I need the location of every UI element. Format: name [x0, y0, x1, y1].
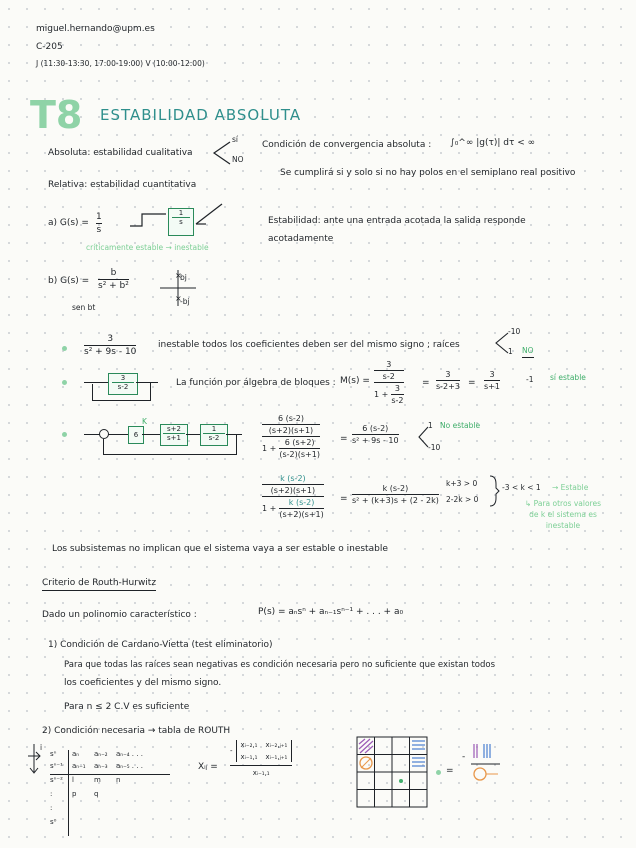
example-a-note: críticamente estable → inestable	[86, 243, 209, 252]
convergence-label: Condición de convergencia absoluta :	[262, 140, 432, 150]
subsystems-statement: Los subsistemas no implican que el sistema vaya a ser estable o inestable	[52, 544, 388, 554]
feedback-line	[92, 400, 151, 401]
polynomial-formula: P(s) = aₙsⁿ + aₙ₋₁sⁿ⁻¹ + . . . + a₀	[258, 607, 404, 617]
bullet-dot	[62, 432, 67, 437]
example2-step2: 3 s-2+3	[436, 370, 460, 391]
example3-verdict: No estable	[440, 421, 481, 430]
condition2-title: 2) Condición necesaria → tabla de ROUTH	[42, 726, 231, 736]
pole-plot-icon	[158, 268, 198, 308]
step-input-icon	[128, 210, 168, 230]
example3-rootA: 1	[428, 421, 433, 430]
condition-1: k+3 > 0	[446, 479, 478, 488]
k-range: -3 < k < 1	[502, 483, 541, 492]
bullet-dot	[62, 380, 67, 385]
condition1-text-2: los coeficientes y del mismo signo.	[64, 678, 222, 688]
xij-label: Xᵢⱼ =	[198, 762, 218, 772]
polynomial-label: Dado un polinomio característico :	[42, 610, 197, 620]
example-a-fraction: 1 s	[96, 212, 102, 235]
example1-text: inestable todos los coeficientes deben ser del mismo signo ; raíces	[158, 340, 460, 350]
convergence-note: Se cumplirá si y solo si no hay polos en el semiplano real positivo	[280, 168, 576, 178]
table-row: sⁿ aₙ aₙ₋₂ aₙ₋₄ . . .	[50, 750, 143, 758]
determinant-grid-diagram	[356, 736, 428, 808]
pole-top-label: bj	[180, 273, 187, 282]
table-row: : p q	[50, 790, 99, 798]
row-arrow-icon	[26, 742, 46, 776]
minus-sign: -	[462, 752, 466, 762]
si-label: sí	[232, 135, 238, 144]
feedback-line	[150, 382, 151, 400]
svg-text:×: ×	[175, 294, 182, 303]
pole-bottom-label: -bj	[180, 297, 190, 306]
example1-fraction: 3 s² + 9s - 10	[84, 334, 137, 357]
example2-verdict: sí estable	[550, 373, 586, 382]
signal-line	[186, 434, 200, 435]
example-b-sub: sen bt	[72, 303, 96, 312]
no-label: NO	[232, 155, 244, 164]
example3-rootB: -10	[428, 443, 441, 452]
bullet-dot	[62, 346, 67, 351]
feedback-line	[103, 439, 104, 455]
bullet-dot	[436, 770, 441, 775]
colored-fraction-diagram	[470, 740, 504, 784]
feedback-line	[236, 434, 237, 454]
equals-sign: =	[468, 378, 476, 388]
example2-root: -1	[526, 375, 534, 384]
equals-sign: =	[446, 766, 454, 776]
k-range-note: ↳ Para otros valores de k el sistema es inestable	[525, 499, 601, 530]
gain-label: K	[142, 417, 147, 426]
header-email: miguel.hernando@upm.es	[36, 24, 155, 34]
convergence-formula: ∫₀^∞ |g(τ)| dτ < ∞	[450, 138, 536, 148]
equals-sign: =	[340, 494, 348, 504]
plant-block: 1 s-2	[200, 424, 228, 446]
feedback-line	[92, 384, 93, 401]
condition1-text-3: Para n ≤ 2 C.V es suficiente	[64, 702, 190, 712]
gain-block: 6	[128, 426, 144, 444]
page-title: ESTABILIDAD ABSOLUTA	[100, 106, 302, 124]
signal-line	[226, 434, 242, 435]
m-label: M(s) =	[340, 376, 370, 386]
equals-sign: =	[422, 378, 430, 388]
example-b-fraction: b s² + b²	[98, 268, 129, 291]
signal-line	[84, 382, 108, 383]
example3-fraction-4: k (s-2) s² + (k+3)s + (2 - 2k)	[352, 484, 439, 505]
table-row: s⁰	[50, 818, 57, 826]
table-row: sⁿ⁻² l m n	[50, 776, 121, 784]
example1-root2: 1	[508, 347, 513, 356]
plant-block: 3 s-2	[108, 373, 138, 395]
example1-root2-note: NO	[522, 345, 534, 358]
summing-junction-icon	[98, 428, 110, 440]
table-row: sⁿ⁻¹ aₙ₋₁ aₙ₋₃ aₙ₋₅ . . .	[50, 762, 143, 770]
example3-fraction-2: 6 (s-2) s² + 9s - 10	[352, 424, 399, 445]
routh-heading: Criterio de Routh-Hurwitz	[42, 578, 156, 591]
example2-text: La función por álgebra de bloques :	[176, 378, 336, 388]
example1-root1: -10	[508, 327, 521, 336]
example3-fraction-1: 6 (s-2) (s+2)(s+1) 1 + 6 (s+2) (s-2)(s+1)	[262, 414, 320, 459]
equals-sign: =	[340, 434, 348, 444]
controller-block: s+2 s+1	[160, 424, 188, 446]
brace-icon	[210, 138, 232, 168]
example-a-label: a) G(s) =	[48, 218, 89, 228]
conditions-brace-icon	[488, 474, 500, 508]
condition1-text-1: Para que todas las raíces sean negativas es condición necesaria pero no suficiente que existan todos	[64, 660, 496, 670]
condition-2: 2-2k > 0	[446, 495, 479, 504]
row-index-label: i	[40, 743, 43, 752]
example2-step3: 3 s+1	[484, 370, 500, 391]
relativa-text: Relativa: estabilidad cuantitativa	[48, 180, 197, 190]
signal-line	[142, 434, 160, 435]
stability-definition: Estabilidad: ante una entrada acotada la salida responde acotadamente	[268, 216, 526, 244]
header-hours: J (11:30-13:30, 17:00-19:00) V (10:00-12:00)	[36, 59, 205, 68]
feedback-line	[103, 454, 237, 455]
header-room: C-205	[36, 42, 63, 52]
svg-text:×: ×	[175, 271, 182, 280]
example3-fraction-3: k (s-2) (s+2)(s+1) 1 + k (s-2) (s+2)(s+1)	[262, 474, 324, 519]
example2-step1: 3 s-2 1 + 3 s-2	[374, 360, 404, 405]
topic-number: T8	[30, 93, 83, 137]
example-b-label: b) G(s) =	[48, 276, 90, 286]
ramp-output-icon	[194, 202, 224, 230]
xij-formula: - xᵢ₋₂,₁ xᵢ₋₂,ⱼ₊₁ xᵢ₋₁,₁ xᵢ₋₁,ⱼ₊₁ xᵢ₋₁,₁	[230, 740, 292, 777]
condition1-title: 1) Condición de Cardano-Vietta (test eliminatorio)	[48, 640, 273, 650]
k-range-result: → Estable	[552, 483, 589, 492]
integrator-block: 1 s	[168, 208, 194, 236]
signal-line	[136, 382, 158, 383]
table-row: :	[50, 804, 53, 812]
absoluta-text: Absoluta: estabilidad cualitativa	[48, 148, 193, 158]
